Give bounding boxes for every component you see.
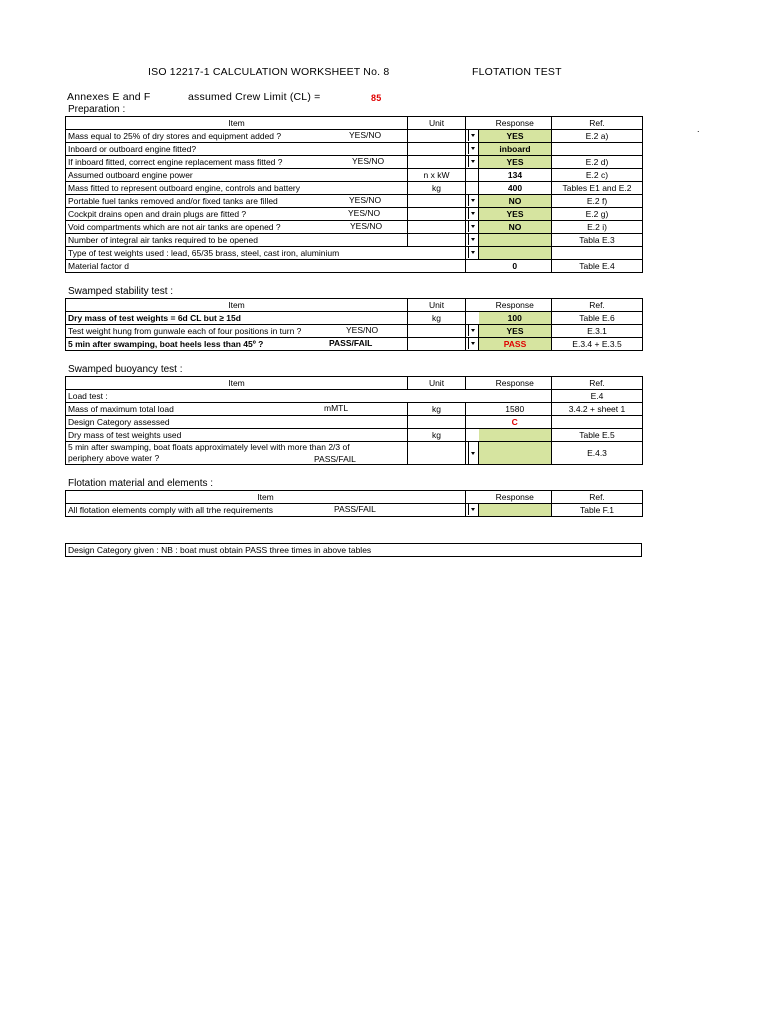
ref-cell: 3.4.2 + sheet 1 [552,403,643,416]
response-cell: 134 [479,169,552,182]
col-ref: Ref. [552,377,643,390]
crew-limit-value: 85 [371,93,382,103]
response-cell[interactable]: YES [479,325,552,338]
dropdown-arrow-icon[interactable] [468,234,478,245]
table-row [66,208,643,221]
unit-cell [408,156,466,169]
buoyancy-table [65,376,643,465]
response-cell[interactable]: NO [479,221,552,234]
col-response: Response [479,491,552,504]
dropdown-arrow-icon[interactable] [468,156,478,167]
item-label: If inboard fitted, correct engine replacement mass fitted ? [68,156,283,167]
response-cell[interactable] [479,504,552,517]
table-row [66,416,643,429]
response-cell[interactable] [479,429,552,442]
unit-cell [408,143,466,156]
unit-cell: n x kW [408,169,466,182]
item-label: Load test : [68,390,108,401]
ref-cell [552,247,643,260]
table-row [66,260,643,273]
item-label: Number of integral air tanks required to be opened [68,234,258,245]
unit-cell [408,442,466,465]
table-row [66,195,643,208]
col-item: Item [66,117,408,130]
dropdown-arrow-icon[interactable] [468,221,478,232]
table-row [66,130,643,143]
ref-cell: E.2 c) [552,169,643,182]
ref-cell: Table E.5 [552,429,643,442]
response-cell[interactable] [479,247,552,260]
response-cell: 400 [479,182,552,195]
unit-cell: kg [408,403,466,416]
table-row [66,156,643,169]
table-row [66,338,643,351]
item-label: Mass of maximum total load [68,403,174,414]
ref-cell: Table F.1 [552,504,643,517]
answer-type: mMTL [324,403,349,413]
response-cell[interactable]: inboard [479,143,552,156]
response-cell[interactable]: YES [479,208,552,221]
flotation-table [65,490,643,517]
col-ref: Ref. [552,117,643,130]
ref-cell: E.2 a) [552,130,643,143]
unit-cell [408,416,466,429]
table-row [66,325,643,338]
dropdown-arrow-icon[interactable] [468,338,478,349]
table-row [66,234,643,247]
answer-type: PASS/FAIL [329,338,373,348]
ref-cell [552,143,643,156]
table-row [66,182,643,195]
unit-cell [408,208,466,221]
dropdown-arrow-icon[interactable] [468,195,478,206]
ref-cell: E.4.3 [552,442,643,465]
table-row [66,442,643,465]
ref-cell: Table E.4 [552,260,643,273]
item-label: Mass equal to 25% of dry stores and equipment added ? [68,130,282,141]
unit-cell [408,130,466,143]
table-row [66,312,643,325]
flotation-title: Flotation material and elements : [68,478,214,489]
ref-cell: E.2 g) [552,208,643,221]
item-label: Void compartments which are not air tanks are opened ? [68,221,281,232]
response-cell[interactable] [479,442,552,465]
ref-cell: E.2 f) [552,195,643,208]
response-cell: C [479,416,552,429]
design-category-note: Design Category given : NB : boat must obtain PASS three times in above tables [66,544,642,557]
item-label: Test weight hung from gunwale each of four positions in turn ? [68,325,302,336]
response-cell[interactable] [479,234,552,247]
item-label: Type of test weights used : lead, 65/35 brass, steel, cast iron, aluminium [68,247,340,258]
col-response: Response [479,377,552,390]
crew-limit-label: assumed Crew Limit (CL) = [188,91,321,103]
worksheet-title: ISO 12217-1 CALCULATION WORKSHEET No. 8 [148,66,390,78]
col-item: Item [66,491,466,504]
design-category-box [65,543,642,557]
item-label: Inboard or outboard engine fitted? [68,143,197,154]
answer-type: YES/NO [349,130,382,140]
ref-cell: E.2 i) [552,221,643,234]
table-row [66,169,643,182]
table-row [66,429,643,442]
dropdown-arrow-icon[interactable] [468,504,478,515]
answer-type: PASS/FAIL [314,454,356,464]
unit-cell [408,338,466,351]
item-label: Portable fuel tanks removed and/or fixed tanks are filled [68,195,278,206]
col-ref: Ref. [552,299,643,312]
preparation-title: Preparation : [68,104,126,115]
response-cell[interactable]: YES [479,156,552,169]
answer-type: YES/NO [346,325,379,335]
ref-cell: E.4 [552,390,643,403]
col-unit: Unit [408,377,466,390]
stray-mark: . [697,124,700,134]
unit-cell [408,195,466,208]
ref-cell: Tabla E.3 [552,234,643,247]
item-label: Assumed outboard engine power [68,169,193,180]
ref-cell [552,416,643,429]
table-row [66,504,643,517]
dropdown-arrow-icon[interactable] [468,208,478,219]
item-label: Material factor d [68,260,129,271]
response-cell: 0 [479,260,552,273]
item-label: Mass fitted to represent outboard engine, controls and battery [68,182,300,193]
item-label: Dry mass of test weights used [68,429,182,440]
ref-cell: Tables E1 and E.2 [552,182,643,195]
stability-title: Swamped stability test : [68,286,174,297]
table-row [66,403,643,416]
response-cell[interactable]: PASS [479,338,552,351]
unit-cell: kg [408,312,466,325]
answer-type: YES/NO [350,221,383,231]
unit-cell [408,234,466,247]
response-cell[interactable]: NO [479,195,552,208]
answer-type: YES/NO [352,156,385,166]
dropdown-arrow-icon[interactable] [468,325,478,336]
table-row [66,143,643,156]
response-cell[interactable]: YES [479,130,552,143]
item-label: Design Category assessed [68,416,170,427]
item-label: 5 min after swamping, boat floats approximately level with more than 2/3 of periphery above water ? [68,442,350,463]
ref-cell: E.3.4 + E.3.5 [552,338,643,351]
item-label: 5 min after swamping, boat heels less than 45º ? [68,338,264,349]
ref-cell: Table E.6 [552,312,643,325]
dropdown-arrow-icon[interactable] [468,130,478,141]
col-unit: Unit [408,299,466,312]
col-response: Response [479,117,552,130]
answer-type: YES/NO [348,208,381,218]
ref-cell: E.3.1 [552,325,643,338]
col-ref: Ref. [552,491,643,504]
response-cell: 1580 [479,403,552,416]
answer-type: PASS/FAIL [334,504,376,514]
stability-table [65,298,643,351]
answer-type: YES/NO [349,195,382,205]
col-response: Response [479,299,552,312]
test-title: FLOTATION TEST [472,66,562,78]
ref-cell: E.2 d) [552,156,643,169]
buoyancy-title: Swamped buoyancy test : [68,364,183,375]
col-unit: Unit [408,117,466,130]
table-row [66,390,643,403]
item-label: Cockpit drains open and drain plugs are fitted ? [68,208,247,219]
item-label: All flotation elements comply with all trhe requirements [68,504,274,515]
dropdown-arrow-icon[interactable] [468,442,478,465]
dropdown-arrow-icon[interactable] [468,247,478,258]
table-row [66,247,643,260]
table-row [66,221,643,234]
unit-cell: kg [408,182,466,195]
unit-cell [408,325,466,338]
dropdown-arrow-icon[interactable] [468,143,478,154]
unit-cell [408,221,466,234]
unit-cell: kg [408,429,466,442]
annexes-label: Annexes E and F [67,91,151,103]
col-item: Item [66,299,408,312]
response-cell: 100 [479,312,552,325]
col-item: Item [66,377,408,390]
item-label: Dry mass of test weights = 6d CL but ≥ 15d [68,312,241,323]
preparation-table [65,116,643,273]
